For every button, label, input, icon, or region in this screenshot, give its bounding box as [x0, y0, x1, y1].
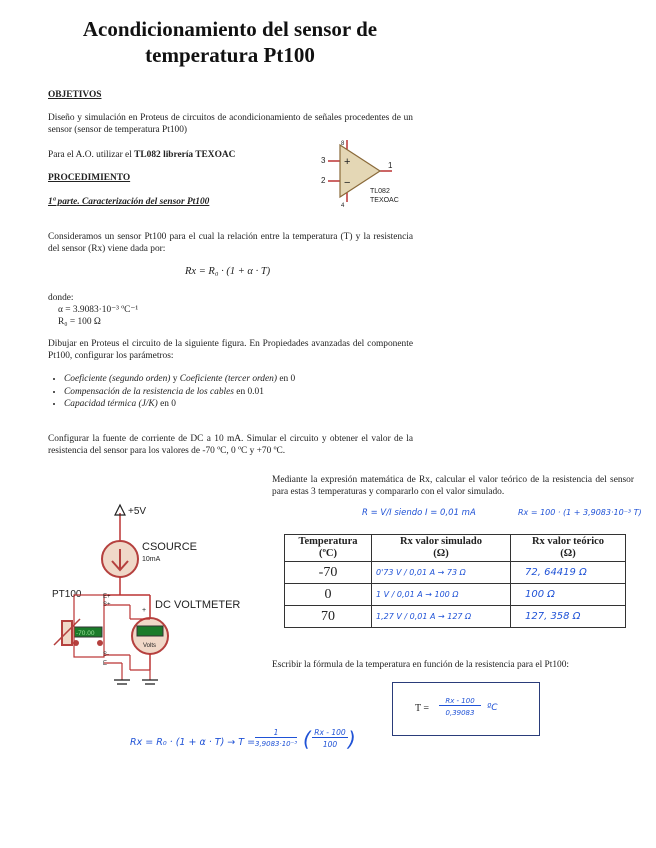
hw-ohm: R = V/I siendo I = 0,01 mA — [362, 508, 476, 518]
param-list — [48, 374, 424, 412]
svg-text:−: − — [344, 177, 351, 189]
calc-text: Mediante la expresión matemática de Rx, calcular el valor teórico de la resistencia del sensor para estas 3 temperaturas y compararlo con el valor simulado. — [272, 475, 634, 497]
box-num: Rx - 100 — [439, 697, 481, 706]
voltmeter-name: DC VOLTMETER — [155, 599, 241, 611]
opamp-pin3: 3 — [321, 156, 326, 165]
opamp-pin4: 4 — [341, 203, 345, 209]
header-temp: Temperatura (ºC) — [285, 535, 372, 562]
page-title: Acondicionamiento del sensor de temperatura Pt100 — [82, 17, 378, 67]
table-header-row — [285, 535, 626, 562]
procedimiento-heading: PROCEDIMIENTO — [48, 173, 131, 183]
header-teo: Rx valor teórico (Ω) — [511, 535, 626, 562]
circuit-diagram — [40, 495, 270, 705]
list-item: • Compensación de la resistencia de los cables en 0.01 — [64, 387, 424, 399]
pin-splus: S+ — [103, 602, 111, 608]
donde-label: donde: — [48, 293, 74, 303]
pin-eminus: E- — [103, 661, 109, 667]
formula-rx: Rx = R₀ · (1 + α · T) — [185, 266, 271, 277]
objetivos-text: Diseño y simulación en Proteus de circuitos de acondicionamiento de señales procedentes de un sensor (sensor de temperatura Pt100) — [48, 113, 413, 135]
hw-derivation: Rx = R₀ · (1 + α · T) → T = — [130, 737, 256, 748]
box-den: 0,39083 — [445, 709, 475, 717]
vcc-label: +5V — [128, 506, 147, 517]
svg-text:+: + — [344, 156, 351, 168]
pin-sminus: S- — [103, 652, 109, 658]
ao-bold: TL082 librería TEXOAC — [134, 150, 236, 160]
hw-frac-num: 1 — [255, 728, 297, 738]
formula-prompt: Escribir la fórmula de la temperatura en función de la resistencia para el Pt100: — [272, 660, 570, 670]
source-value: 10mA — [142, 556, 161, 563]
ao-text — [48, 150, 235, 162]
r0-value: R₀ = 100 Ω — [58, 317, 101, 327]
svg-text:-70.00: -70.00 — [76, 630, 95, 637]
opamp-pin2: 2 — [321, 176, 326, 185]
pin-eplus: E+ — [103, 594, 111, 600]
opamp-label2: TEXOAC — [370, 197, 399, 204]
voltmeter-unit: Volts — [143, 643, 157, 649]
svg-text:+: + — [142, 607, 147, 614]
table-row: 70 1,27 V / 0,01 A → 127 Ω 127, 358 Ω — [285, 606, 626, 628]
hw-rx-formula: Rx = 100 · (1 + 3,9083·10⁻³ T) — [518, 508, 642, 517]
table-row: 0 1 V / 0,01 A → 100 Ω 100 Ω — [285, 584, 626, 606]
sensor-name: PT100 — [52, 589, 82, 600]
opamp-pin8: 8 — [341, 141, 345, 147]
list-item: • Capacidad térmica (J/K) en 0 — [64, 399, 424, 411]
alpha-value: α = 3.9083·10⁻³ ºC⁻¹ — [58, 305, 139, 315]
list-item: • Coeficiente (segundo orden) y Coeficiente (tercer orden) en 0 — [64, 374, 424, 386]
opamp-pin1: 1 — [388, 161, 393, 170]
header-sim: Rx valor simulado (Ω) — [372, 535, 511, 562]
config-text: Configurar la fuente de corriente de DC a 10 mA. Simular el circuito y obtener el valor de la resistencia del sensor para los valores de -70 ºC, 0 ºC y +70 ºC. — [48, 434, 413, 456]
hw-par-den: 100 — [322, 740, 338, 749]
hw-par-num: Rx - 100 — [312, 728, 348, 738]
intro-text: Consideramos un sensor Pt100 para el cual la relación entre la temperatura (T) y la resistencia del sensor (Rx) viene dada por: — [48, 232, 413, 254]
table-row: -70 0'73 V / 0,01 A → 73 Ω 72, 64419 Ω — [285, 562, 626, 584]
results-table — [284, 534, 626, 628]
box-unit: ºC — [487, 703, 498, 713]
box-lhs: T = — [415, 703, 430, 714]
hw-frac-den: 3,9083·10⁻³ — [255, 740, 298, 748]
opamp-symbol — [318, 135, 428, 215]
part1-heading: 1ª parte. Caracterización del sensor Pt100 — [48, 197, 210, 207]
ao-prefix: Para el A.O. utilizar el — [48, 150, 135, 160]
objetivos-heading: OBJETIVOS — [48, 90, 102, 100]
formula-box — [392, 682, 540, 736]
opamp-label1: TL082 — [370, 188, 390, 195]
draw-text: Dibujar en Proteus el circuito de la siguiente figura. En Propiedades avanzadas del componente Pt100, configurar los parámetros: — [48, 339, 413, 361]
source-name: CSOURCE — [142, 541, 198, 553]
